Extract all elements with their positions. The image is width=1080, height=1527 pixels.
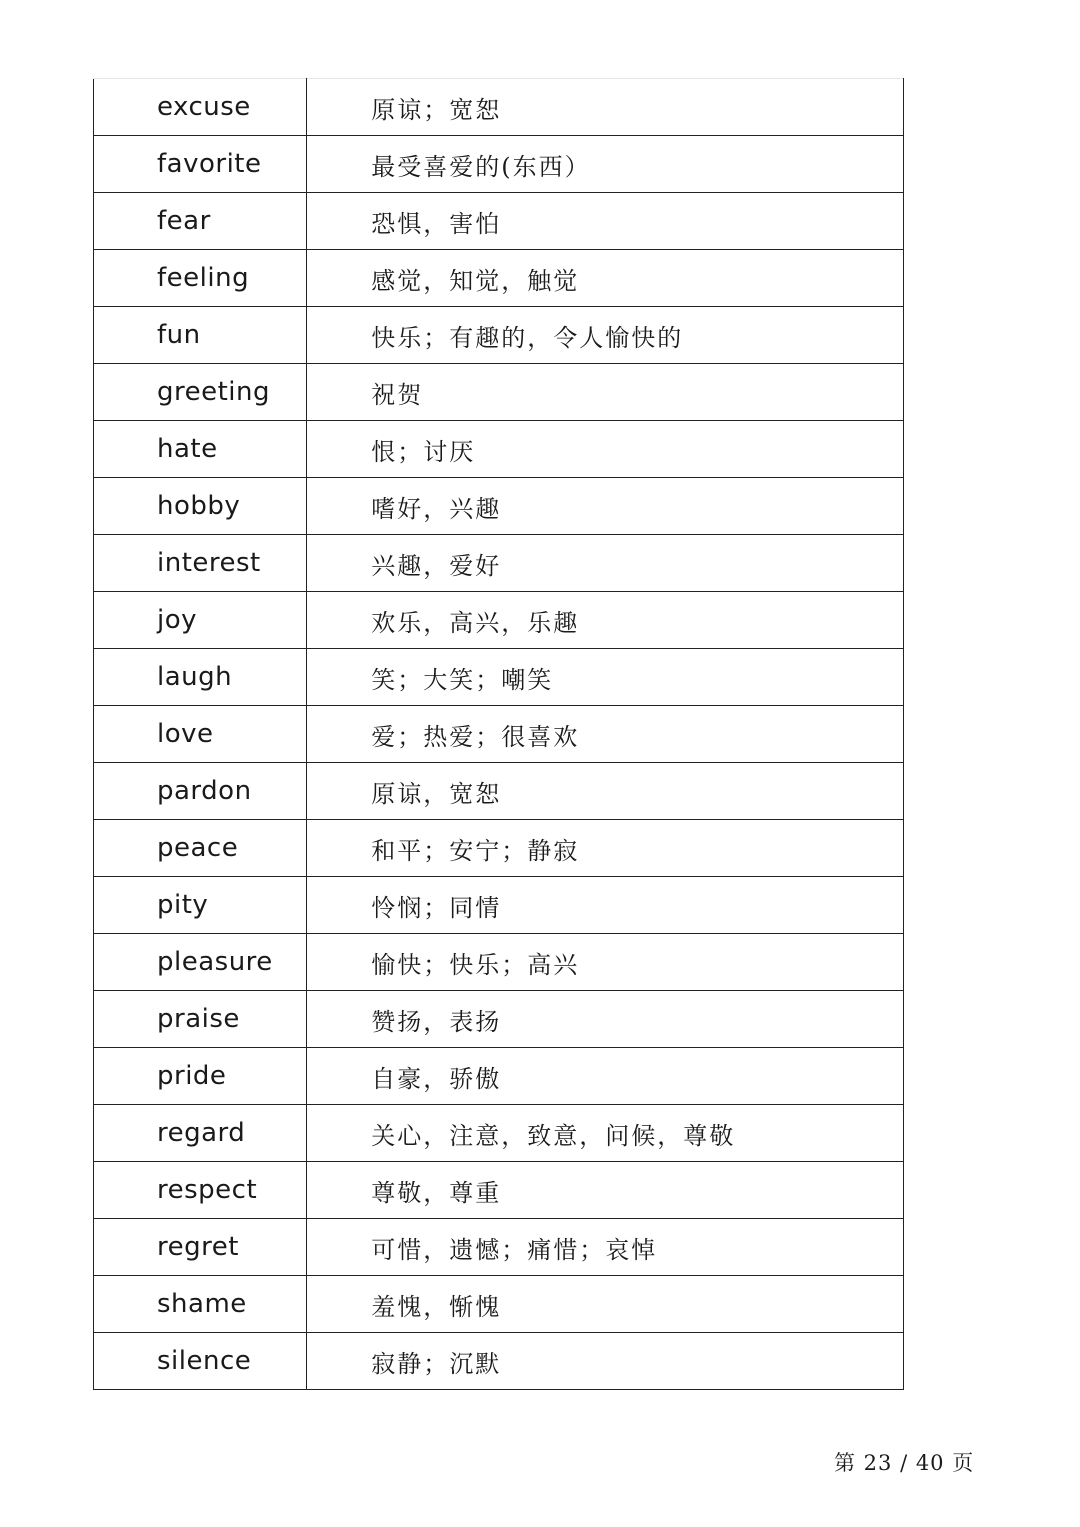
word-cell: greeting <box>94 364 307 421</box>
table-row <box>94 820 904 877</box>
table-row <box>94 1333 904 1390</box>
meaning-cell: 兴趣，爱好 <box>307 535 904 592</box>
meaning-cell: 原谅；宽恕 <box>307 79 904 136</box>
word-cell: pardon <box>94 763 307 820</box>
page-number: 第 23 / 40 页 <box>834 1451 975 1475</box>
table-row <box>94 421 904 478</box>
word-cell: regard <box>94 1105 307 1162</box>
word-cell: pride <box>94 1048 307 1105</box>
word-cell: fear <box>94 193 307 250</box>
meaning-cell: 和平；安宁；静寂 <box>307 820 904 877</box>
meaning-cell: 嗜好，兴趣 <box>307 478 904 535</box>
table-row <box>94 364 904 421</box>
word-cell: pleasure <box>94 934 307 991</box>
table-row <box>94 649 904 706</box>
meaning-cell: 恨；讨厌 <box>307 421 904 478</box>
meaning-cell: 赞扬，表扬 <box>307 991 904 1048</box>
meaning-cell: 怜悯；同情 <box>307 877 904 934</box>
table-row <box>94 592 904 649</box>
table-row <box>94 535 904 592</box>
meaning-cell: 关心，注意，致意，问候，尊敬 <box>307 1105 904 1162</box>
meaning-cell: 最受喜爱的(东西） <box>307 136 904 193</box>
word-cell: love <box>94 706 307 763</box>
vocabulary-table <box>93 78 904 1390</box>
table-row <box>94 934 904 991</box>
word-cell: shame <box>94 1276 307 1333</box>
word-cell: favorite <box>94 136 307 193</box>
table-row <box>94 706 904 763</box>
word-cell: joy <box>94 592 307 649</box>
table-row <box>94 478 904 535</box>
meaning-cell: 尊敬，尊重 <box>307 1162 904 1219</box>
meaning-cell: 笑；大笑；嘲笑 <box>307 649 904 706</box>
meaning-cell: 快乐；有趣的，令人愉快的 <box>307 307 904 364</box>
table-row <box>94 193 904 250</box>
table-row <box>94 307 904 364</box>
meaning-cell: 感觉，知觉，触觉 <box>307 250 904 307</box>
word-cell: interest <box>94 535 307 592</box>
meaning-cell: 原谅，宽恕 <box>307 763 904 820</box>
meaning-cell: 自豪，骄傲 <box>307 1048 904 1105</box>
table-row <box>94 250 904 307</box>
meaning-cell: 羞愧，惭愧 <box>307 1276 904 1333</box>
word-cell: silence <box>94 1333 307 1390</box>
word-cell: hobby <box>94 478 307 535</box>
table-row <box>94 1105 904 1162</box>
table-row <box>94 991 904 1048</box>
word-cell: laugh <box>94 649 307 706</box>
meaning-cell: 可惜，遗憾；痛惜；哀悼 <box>307 1219 904 1276</box>
meaning-cell: 祝贺 <box>307 364 904 421</box>
meaning-cell: 寂静；沉默 <box>307 1333 904 1390</box>
meaning-cell: 恐惧，害怕 <box>307 193 904 250</box>
word-cell: feeling <box>94 250 307 307</box>
table-row <box>94 763 904 820</box>
table-row <box>94 79 904 136</box>
meaning-cell: 爱；热爱；很喜欢 <box>307 706 904 763</box>
table-row <box>94 877 904 934</box>
table-row <box>94 136 904 193</box>
word-cell: praise <box>94 991 307 1048</box>
meaning-cell: 愉快；快乐；高兴 <box>307 934 904 991</box>
word-cell: regret <box>94 1219 307 1276</box>
vocabulary-table-body <box>94 79 904 1390</box>
word-cell: excuse <box>94 79 307 136</box>
word-cell: pity <box>94 877 307 934</box>
table-row <box>94 1048 904 1105</box>
word-cell: peace <box>94 820 307 877</box>
word-cell: hate <box>94 421 307 478</box>
table-row <box>94 1276 904 1333</box>
word-cell: respect <box>94 1162 307 1219</box>
table-row <box>94 1162 904 1219</box>
word-cell: fun <box>94 307 307 364</box>
meaning-cell: 欢乐，高兴，乐趣 <box>307 592 904 649</box>
table-row <box>94 1219 904 1276</box>
